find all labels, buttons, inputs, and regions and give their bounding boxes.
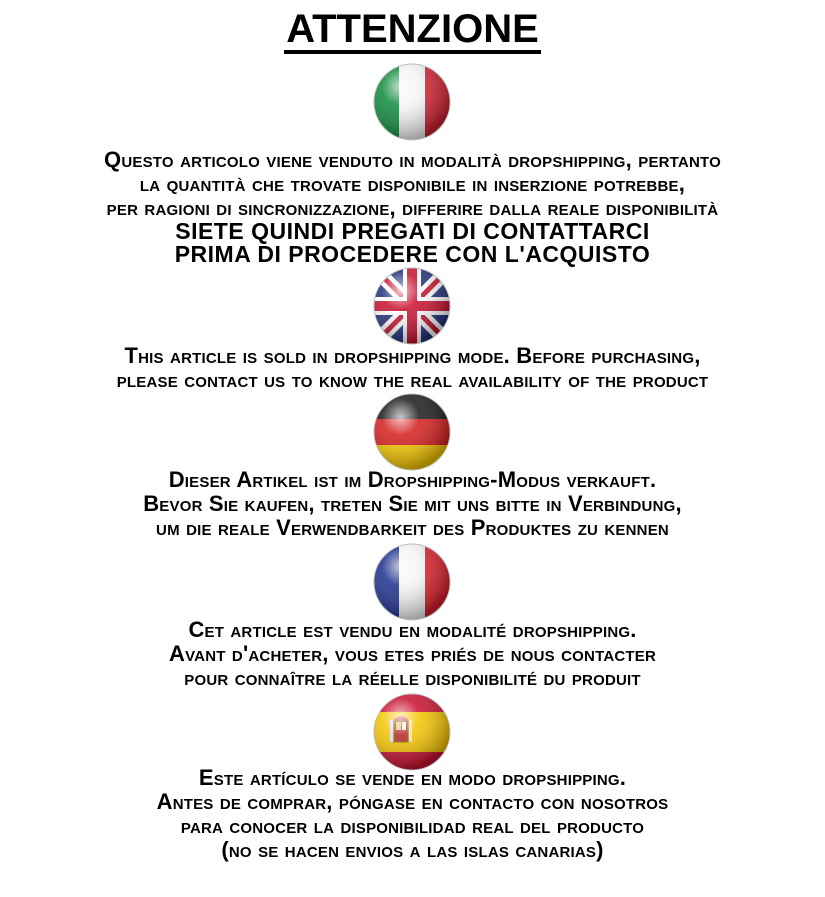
english-notice	[0, 344, 825, 392]
notice-line: per ragioni di sincronizzazione, differire dalla reale disponibilità	[106, 195, 719, 220]
notice-line: Questo articolo viene venduto in modalità dropshipping, pertanto	[104, 147, 721, 172]
germany-flag-icon	[372, 392, 452, 472]
uk-flag-icon	[372, 266, 452, 346]
notice-line-canary-islands: (no se hacen envios a las islas canarias)	[221, 837, 604, 862]
french-notice	[0, 618, 825, 690]
notice-line: Cet article est vendu en modalité dropshipping.	[188, 617, 637, 642]
france-flag-icon	[372, 542, 452, 622]
notice-line: pour connaître la réelle disponibilité du produit	[184, 665, 641, 690]
notice-line: para conocer la disponibilidad real del producto	[180, 813, 645, 838]
italian-notice	[0, 148, 825, 266]
notice-line: la quantità che trovate disponibile in inserzione potrebbe,	[139, 171, 686, 196]
notice-line: Dieser Artikel ist im Dropshipping-Modus verkauft.	[168, 467, 657, 492]
spanish-notice	[0, 766, 825, 862]
spain-flag-icon	[372, 692, 452, 772]
notice-line: Bevor Sie kaufen, treten Sie mit uns bitte in Verbindung,	[143, 491, 682, 516]
italy-flag-icon	[372, 62, 452, 142]
notice-line: um die reale Verwendbarkeit des Produktes zu kennen	[156, 515, 669, 540]
german-notice	[0, 468, 825, 540]
notice-emphasis-line: PRIMA DI PROCEDERE CON L'ACQUISTO	[174, 241, 651, 267]
notice-line: Avant d'acheter, vous etes priés de nous contacter	[169, 641, 656, 666]
notice-line: Este artículo se vende en modo dropshipping.	[198, 765, 627, 790]
notice-line: please contact us to know the real availability of the product	[116, 367, 709, 392]
notice-line: This article is sold in dropshipping mode. Before purchasing,	[124, 343, 701, 368]
notice-emphasis-line: SIETE QUINDI PREGATI DI CONTATTARCI	[175, 218, 650, 244]
page-title: ATTENZIONE	[0, 6, 825, 54]
notice-line: Antes de comprar, póngase en contacto con nosotros	[156, 789, 669, 814]
